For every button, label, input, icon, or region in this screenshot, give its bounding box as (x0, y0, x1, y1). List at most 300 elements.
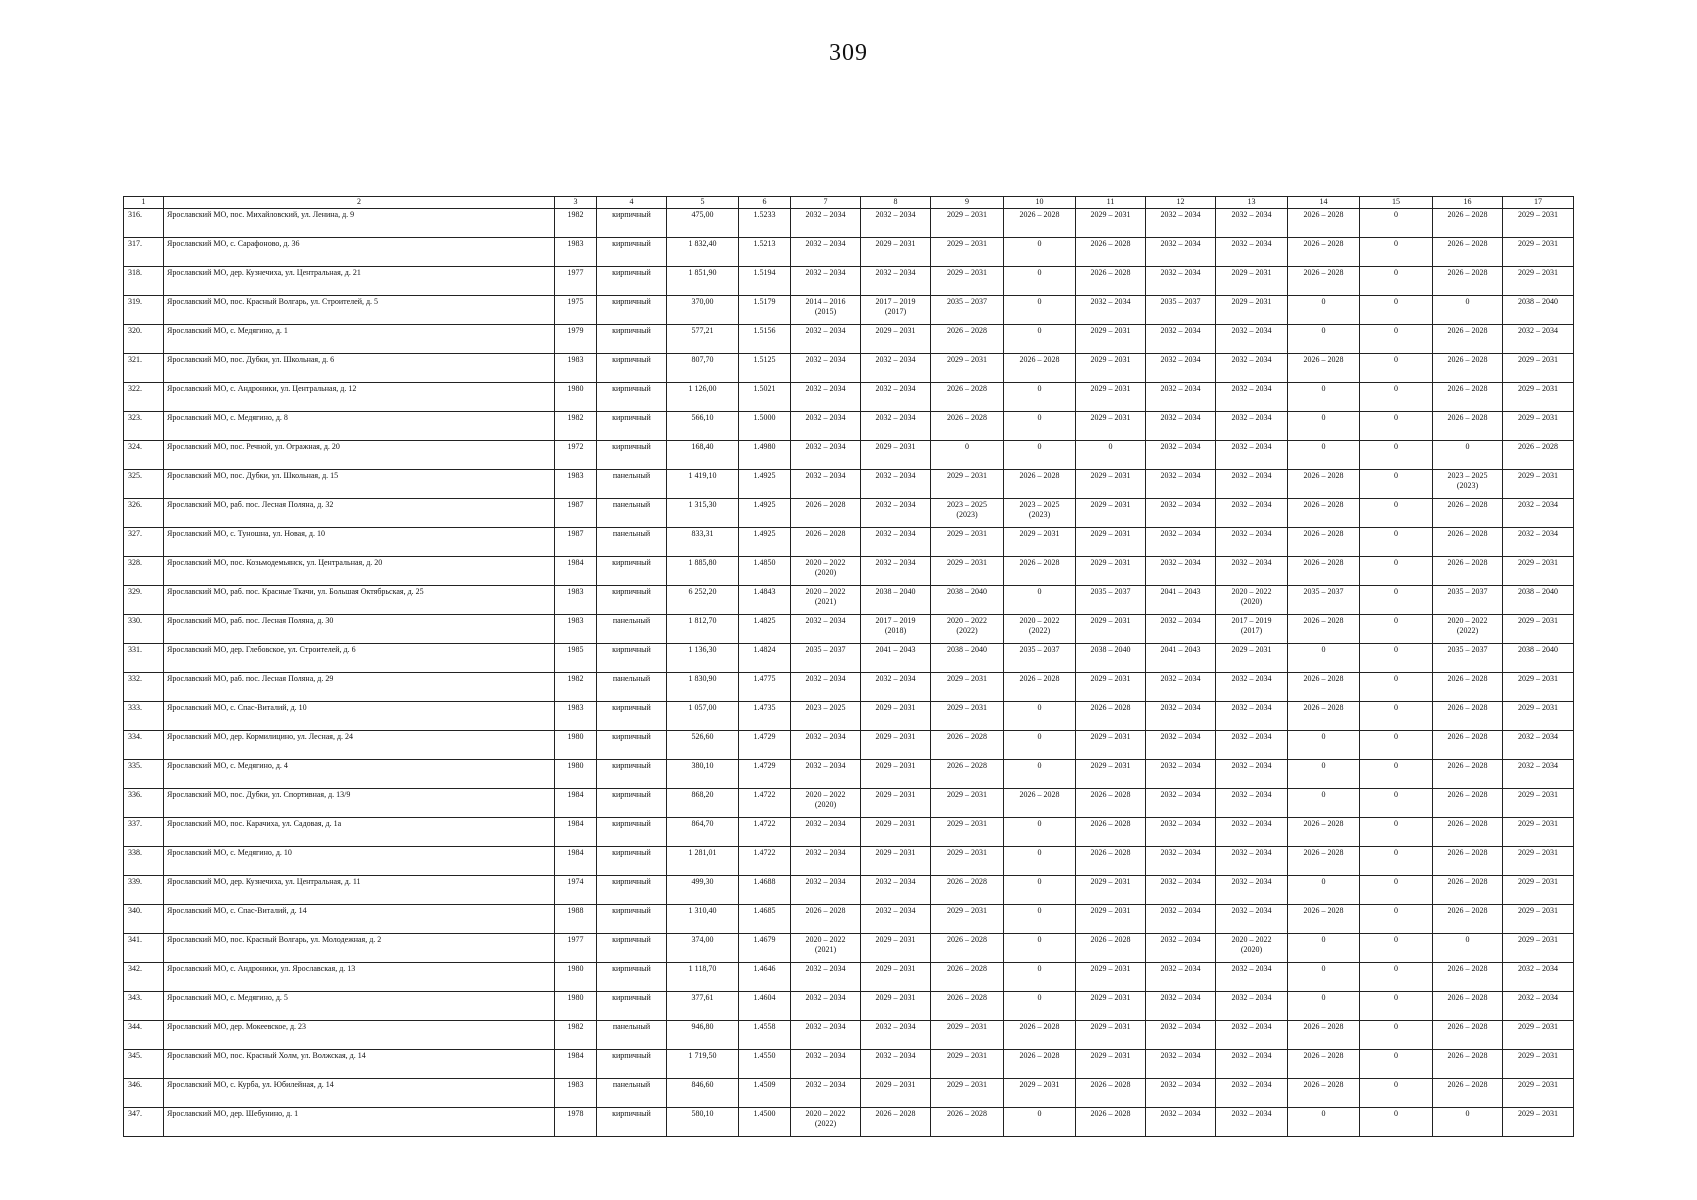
table-cell: 0 (1360, 1021, 1433, 1050)
table-cell: 2020 – 2022 (2020) (1216, 586, 1288, 615)
table-cell: Ярославский МО, с. Спас-Виталий, д. 10 (164, 702, 555, 731)
table-cell: 2032 – 2034 (791, 354, 861, 383)
table-cell: 337. (124, 818, 164, 847)
table-cell: 2035 – 2037 (1433, 586, 1503, 615)
table-cell: 1983 (555, 1079, 597, 1108)
table-cell: 2029 – 2031 (1216, 296, 1288, 325)
table-cell: кирпичный (597, 731, 667, 760)
table-cell: 0 (1360, 528, 1433, 557)
table-cell: 1 851,90 (667, 267, 739, 296)
table-cell: 2032 – 2034 (861, 876, 931, 905)
table-cell: 2032 – 2034 (861, 383, 931, 412)
table-cell: 2029 – 2031 (931, 847, 1004, 876)
table-cell: 2032 – 2034 (861, 267, 931, 296)
column-number: 2 (164, 197, 555, 209)
table-cell: 1982 (555, 673, 597, 702)
table-cell: 2026 – 2028 (1288, 615, 1360, 644)
table-cell: 2029 – 2031 (1503, 1079, 1574, 1108)
column-number: 7 (791, 197, 861, 209)
table-cell: 1977 (555, 267, 597, 296)
table-cell: 1.5156 (739, 325, 791, 354)
table-cell: 2026 – 2028 (1433, 209, 1503, 238)
table-row (124, 441, 1574, 470)
table-cell: 2032 – 2034 (791, 441, 861, 470)
table-cell: 341. (124, 934, 164, 963)
table-cell: 1977 (555, 934, 597, 963)
table-cell: 1982 (555, 209, 597, 238)
table-cell: 2029 – 2031 (1076, 760, 1146, 789)
table-cell: 1.4688 (739, 876, 791, 905)
table-cell: 2029 – 2031 (1503, 238, 1574, 267)
table-cell: 1 812,70 (667, 615, 739, 644)
table-cell: 2026 – 2028 (1288, 499, 1360, 528)
table-cell: 2032 – 2034 (1216, 1021, 1288, 1050)
table-cell: 2032 – 2034 (1216, 673, 1288, 702)
table-cell: 2029 – 2031 (1076, 963, 1146, 992)
table-cell: 2032 – 2034 (791, 1079, 861, 1108)
table-row (124, 876, 1574, 905)
table-cell: 2026 – 2028 (1433, 528, 1503, 557)
table-cell: 0 (1360, 673, 1433, 702)
table-cell: 2026 – 2028 (1288, 702, 1360, 731)
table-cell: 2026 – 2028 (1288, 1050, 1360, 1079)
table-cell: 2026 – 2028 (1433, 963, 1503, 992)
table-cell: 1.4980 (739, 441, 791, 470)
table-row (124, 963, 1574, 992)
table-cell: 1.4722 (739, 818, 791, 847)
table-cell: 566,10 (667, 412, 739, 441)
table-cell: 2032 – 2034 (1216, 876, 1288, 905)
table-cell: 2032 – 2034 (1146, 760, 1216, 789)
table-cell: 2032 – 2034 (1216, 412, 1288, 441)
table-cell: 2023 – 2025 (2023) (931, 499, 1004, 528)
table-cell: 1.4500 (739, 1108, 791, 1137)
table-cell: кирпичный (597, 209, 667, 238)
table-cell: 1 419,10 (667, 470, 739, 499)
table-row (124, 789, 1574, 818)
table-cell: 2026 – 2028 (1433, 760, 1503, 789)
table-cell: 1984 (555, 847, 597, 876)
table-cell: 0 (1288, 441, 1360, 470)
table-cell: 2029 – 2031 (931, 267, 1004, 296)
table-cell: 2035 – 2037 (1004, 644, 1076, 673)
table-cell: 2026 – 2028 (1433, 847, 1503, 876)
table-cell: 2032 – 2034 (1216, 470, 1288, 499)
table-cell: 2029 – 2031 (1076, 876, 1146, 905)
table-cell: кирпичный (597, 702, 667, 731)
table-cell: 2038 – 2040 (1503, 644, 1574, 673)
table-cell: кирпичный (597, 934, 667, 963)
table-cell: 2041 – 2043 (1146, 644, 1216, 673)
table-cell: 2032 – 2034 (1146, 992, 1216, 1021)
table-cell: 0 (1360, 238, 1433, 267)
table-cell: панельный (597, 1079, 667, 1108)
table-cell: кирпичный (597, 441, 667, 470)
column-number: 10 (1004, 197, 1076, 209)
table-row (124, 992, 1574, 1021)
table-cell: 2032 – 2034 (1216, 1079, 1288, 1108)
table-cell: 0 (1360, 441, 1433, 470)
table-cell: 0 (1004, 905, 1076, 934)
table-cell: 2032 – 2034 (1146, 905, 1216, 934)
table-cell: 2029 – 2031 (931, 528, 1004, 557)
table-cell: 2029 – 2031 (1076, 470, 1146, 499)
table-cell: 318. (124, 267, 164, 296)
table-cell: 2032 – 2034 (861, 412, 931, 441)
table-cell: 2020 – 2022 (2020) (791, 789, 861, 818)
table-row (124, 1108, 1574, 1137)
table-cell: 2038 – 2040 (931, 644, 1004, 673)
table-cell: 2032 – 2034 (1216, 847, 1288, 876)
table-cell: 0 (1288, 296, 1360, 325)
table-cell: 0 (1288, 383, 1360, 412)
table-cell: 2035 – 2037 (931, 296, 1004, 325)
table-cell: 2029 – 2031 (1004, 528, 1076, 557)
table-cell: кирпичный (597, 354, 667, 383)
table-cell: 0 (1360, 789, 1433, 818)
table-cell: 2035 – 2037 (1288, 586, 1360, 615)
table-cell: 2029 – 2031 (931, 1021, 1004, 1050)
table-cell: 2029 – 2031 (1503, 615, 1574, 644)
table-row (124, 383, 1574, 412)
column-number: 6 (739, 197, 791, 209)
table-cell: кирпичный (597, 586, 667, 615)
table-cell: 2026 – 2028 (1503, 441, 1574, 470)
table-cell: 1980 (555, 963, 597, 992)
table-cell: 2032 – 2034 (861, 354, 931, 383)
table-cell: панельный (597, 499, 667, 528)
table-cell: 2020 – 2022 (2022) (1004, 615, 1076, 644)
table-cell: 2032 – 2034 (1146, 673, 1216, 702)
table-cell: 2026 – 2028 (1433, 731, 1503, 760)
table-cell: 2026 – 2028 (1288, 847, 1360, 876)
table-cell: 2026 – 2028 (1433, 412, 1503, 441)
table-row (124, 1050, 1574, 1079)
table-cell: 2032 – 2034 (1146, 1050, 1216, 1079)
table-cell: 1984 (555, 789, 597, 818)
table-cell: 338. (124, 847, 164, 876)
table-cell: 2026 – 2028 (1433, 818, 1503, 847)
table-cell: 2029 – 2031 (931, 209, 1004, 238)
column-number: 11 (1076, 197, 1146, 209)
table-cell: 2026 – 2028 (1076, 789, 1146, 818)
table-cell: 2014 – 2016 (2015) (791, 296, 861, 325)
table-cell: кирпичный (597, 876, 667, 905)
table-cell: 2026 – 2028 (1288, 209, 1360, 238)
table-cell: Ярославский МО, пос. Карачиха, ул. Садовая, д. 1а (164, 818, 555, 847)
table-cell: 331. (124, 644, 164, 673)
table-cell: 2029 – 2031 (1503, 673, 1574, 702)
housing-schedule-table (123, 196, 1574, 1137)
table-cell: 1 315,30 (667, 499, 739, 528)
table-cell: 0 (1288, 934, 1360, 963)
table-cell: 2032 – 2034 (1216, 354, 1288, 383)
table-cell: 2026 – 2028 (791, 905, 861, 934)
table-cell: 2032 – 2034 (1503, 992, 1574, 1021)
table-cell: 2035 – 2037 (1433, 644, 1503, 673)
table-cell: Ярославский МО, раб. пос. Красные Ткачи, ул. Большая Октябрьская, д. 25 (164, 586, 555, 615)
table-cell: 2029 – 2031 (1076, 992, 1146, 1021)
table-cell: 846,60 (667, 1079, 739, 1108)
table-cell: 2026 – 2028 (1288, 354, 1360, 383)
table-cell: 2029 – 2031 (1076, 731, 1146, 760)
table-cell: 321. (124, 354, 164, 383)
column-number: 15 (1360, 197, 1433, 209)
table-row (124, 325, 1574, 354)
table-cell: кирпичный (597, 267, 667, 296)
table-cell: 0 (1004, 818, 1076, 847)
table-cell: 1 310,40 (667, 905, 739, 934)
table-cell: Ярославский МО, дер. Кормилицино, ул. Лесная, д. 24 (164, 731, 555, 760)
table-cell: 335. (124, 760, 164, 789)
table-cell: 2032 – 2034 (1146, 470, 1216, 499)
table-cell: 1.4509 (739, 1079, 791, 1108)
table-cell: 336. (124, 789, 164, 818)
table-cell: 1987 (555, 528, 597, 557)
table-cell: 1.4679 (739, 934, 791, 963)
table-cell: 2029 – 2031 (931, 702, 1004, 731)
table-cell: Ярославский МО, раб. пос. Лесная Поляна, д. 29 (164, 673, 555, 702)
table-cell: 0 (1288, 412, 1360, 441)
table-cell: кирпичный (597, 963, 667, 992)
table-cell: 2032 – 2034 (1503, 731, 1574, 760)
table-cell: 2029 – 2031 (1503, 1050, 1574, 1079)
table-cell: 2029 – 2031 (931, 470, 1004, 499)
table-cell: 2032 – 2034 (791, 760, 861, 789)
table-cell: панельный (597, 1021, 667, 1050)
table-cell: 0 (1433, 441, 1503, 470)
table-cell: 2029 – 2031 (1503, 412, 1574, 441)
table-cell: 2026 – 2028 (1076, 267, 1146, 296)
table-cell: 1983 (555, 586, 597, 615)
table-cell: панельный (597, 528, 667, 557)
table-cell: 2026 – 2028 (1288, 1079, 1360, 1108)
table-cell: 2029 – 2031 (1503, 1108, 1574, 1137)
table-cell: 324. (124, 441, 164, 470)
table-cell: 2026 – 2028 (1288, 267, 1360, 296)
table-cell: 2032 – 2034 (791, 267, 861, 296)
table-cell: 2029 – 2031 (1503, 354, 1574, 383)
table-cell: 2032 – 2034 (791, 615, 861, 644)
table-row (124, 209, 1574, 238)
table-cell: 2029 – 2031 (861, 238, 931, 267)
column-number: 16 (1433, 197, 1503, 209)
table-cell: 2032 – 2034 (1146, 1108, 1216, 1137)
table-cell: 2026 – 2028 (1004, 1050, 1076, 1079)
table-cell: 0 (1360, 702, 1433, 731)
table-cell: кирпичный (597, 557, 667, 586)
table-cell: 0 (1360, 499, 1433, 528)
table-cell: 2026 – 2028 (1433, 905, 1503, 934)
table-cell: 2026 – 2028 (1433, 789, 1503, 818)
table-cell: 1984 (555, 557, 597, 586)
table-row (124, 267, 1574, 296)
table-cell: 2026 – 2028 (1433, 499, 1503, 528)
table-cell: 0 (1288, 963, 1360, 992)
table-cell: 2032 – 2034 (1216, 528, 1288, 557)
table-cell: 2029 – 2031 (931, 557, 1004, 586)
table-cell: 1.5179 (739, 296, 791, 325)
table-cell: 2035 – 2037 (791, 644, 861, 673)
column-number-row (124, 197, 1574, 209)
table-cell: 2029 – 2031 (931, 905, 1004, 934)
table-cell: 346. (124, 1079, 164, 1108)
table-cell: 2032 – 2034 (1146, 789, 1216, 818)
table-cell: 2029 – 2031 (1076, 905, 1146, 934)
table-cell: 0 (1360, 992, 1433, 1021)
table-cell: 2032 – 2034 (1146, 1079, 1216, 1108)
table-cell: 2032 – 2034 (1216, 1050, 1288, 1079)
table-cell: 2026 – 2028 (1433, 1050, 1503, 1079)
table-cell: 2029 – 2031 (1503, 1021, 1574, 1050)
table-cell: панельный (597, 673, 667, 702)
table-cell: 2038 – 2040 (861, 586, 931, 615)
table-cell: Ярославский МО, дер. Глебовское, ул. Строителей, д. 6 (164, 644, 555, 673)
table-cell: Ярославский МО, пос. Красный Волгарь, ул. Молодежная, д. 2 (164, 934, 555, 963)
table-cell: 0 (1004, 296, 1076, 325)
table-cell: 347. (124, 1108, 164, 1137)
table-cell: 2029 – 2031 (931, 238, 1004, 267)
table-cell: 2032 – 2034 (1503, 963, 1574, 992)
column-number: 3 (555, 197, 597, 209)
table-cell: 2032 – 2034 (1146, 325, 1216, 354)
table-cell: 2032 – 2034 (1503, 528, 1574, 557)
table-cell: 2032 – 2034 (1503, 760, 1574, 789)
table-row (124, 905, 1574, 934)
table-cell: 2026 – 2028 (1076, 934, 1146, 963)
table-row (124, 528, 1574, 557)
table-cell: 316. (124, 209, 164, 238)
table-cell: 0 (1433, 934, 1503, 963)
table-cell: кирпичный (597, 760, 667, 789)
table-cell: Ярославский МО, с. Туношна, ул. Новая, д. 10 (164, 528, 555, 557)
table-cell: 2026 – 2028 (1004, 354, 1076, 383)
table-cell: 2026 – 2028 (1076, 1108, 1146, 1137)
table-cell: 2026 – 2028 (931, 1108, 1004, 1137)
table-cell: 2026 – 2028 (1433, 992, 1503, 1021)
table-cell: 2020 – 2022 (2022) (931, 615, 1004, 644)
table-cell: 1982 (555, 412, 597, 441)
table-cell: 2029 – 2031 (931, 673, 1004, 702)
table-cell: 499,30 (667, 876, 739, 905)
table-cell: Ярославский МО, с. Спас-Виталий, д. 14 (164, 905, 555, 934)
table-cell: Ярославский МО, пос. Красный Холм, ул. Волжская, д. 14 (164, 1050, 555, 1079)
table-cell: 1983 (555, 470, 597, 499)
table-cell: 0 (1004, 412, 1076, 441)
table-cell: 2032 – 2034 (1216, 441, 1288, 470)
table-cell: 0 (1360, 296, 1433, 325)
table-cell: 1.5194 (739, 267, 791, 296)
table-cell: Ярославский МО, с. Медягино, д. 10 (164, 847, 555, 876)
table-cell: 2026 – 2028 (1004, 557, 1076, 586)
table-row (124, 1021, 1574, 1050)
table-cell: Ярославский МО, дер. Кузнечиха, ул. Центральная, д. 11 (164, 876, 555, 905)
table-row (124, 934, 1574, 963)
table-cell: Ярославский МО, с. Андроники, ул. Ярославская, д. 13 (164, 963, 555, 992)
table-cell: 864,70 (667, 818, 739, 847)
column-number: 8 (861, 197, 931, 209)
table-cell: Ярославский МО, дер. Кузнечиха, ул. Центральная, д. 21 (164, 267, 555, 296)
table-cell: 2029 – 2031 (1503, 789, 1574, 818)
table-cell: 1972 (555, 441, 597, 470)
table-cell: 1 832,40 (667, 238, 739, 267)
table-cell: 2029 – 2031 (1076, 528, 1146, 557)
table-cell: 0 (1004, 586, 1076, 615)
table-cell: 2032 – 2034 (1216, 1108, 1288, 1137)
table-cell: 0 (1004, 731, 1076, 760)
table-cell: 0 (931, 441, 1004, 470)
table-cell: 2032 – 2034 (1216, 731, 1288, 760)
table-cell: 325. (124, 470, 164, 499)
table-cell: 319. (124, 296, 164, 325)
table-cell: 334. (124, 731, 164, 760)
table-cell: 339. (124, 876, 164, 905)
table-cell: 2032 – 2034 (1216, 702, 1288, 731)
column-number: 12 (1146, 197, 1216, 209)
table-row (124, 644, 1574, 673)
table-cell: 2029 – 2031 (1216, 644, 1288, 673)
table-cell: 0 (1004, 238, 1076, 267)
table-cell: 2038 – 2040 (1503, 586, 1574, 615)
table-cell: 344. (124, 1021, 164, 1050)
page-number: 309 (829, 40, 868, 66)
table-cell: 2026 – 2028 (1288, 818, 1360, 847)
table-cell: 1.4646 (739, 963, 791, 992)
table-cell: 2032 – 2034 (791, 209, 861, 238)
table-cell: 2032 – 2034 (1076, 296, 1146, 325)
table-cell: 2026 – 2028 (1288, 238, 1360, 267)
table-cell: 2026 – 2028 (1433, 557, 1503, 586)
table-cell: 2026 – 2028 (931, 731, 1004, 760)
table-cell: Ярославский МО, пос. Красный Волгарь, ул. Строителей, д. 5 (164, 296, 555, 325)
table-cell: 1.4729 (739, 760, 791, 789)
table-row (124, 412, 1574, 441)
table-cell: 0 (1360, 847, 1433, 876)
table-cell: 0 (1433, 296, 1503, 325)
table-cell: 2032 – 2034 (1146, 876, 1216, 905)
table-cell: 2017 – 2019 (2017) (1216, 615, 1288, 644)
table-row (124, 499, 1574, 528)
table-cell: 2038 – 2040 (1076, 644, 1146, 673)
table-cell: 0 (1360, 412, 1433, 441)
table-cell: 2026 – 2028 (1433, 383, 1503, 412)
table-cell: 2026 – 2028 (931, 412, 1004, 441)
table-cell: 1.5233 (739, 209, 791, 238)
table-row (124, 847, 1574, 876)
table-cell: 1.4925 (739, 499, 791, 528)
table-cell: 2029 – 2031 (861, 847, 931, 876)
table-cell: 2026 – 2028 (1433, 1021, 1503, 1050)
table-cell: 0 (1288, 760, 1360, 789)
table-cell: 2032 – 2034 (861, 673, 931, 702)
table-cell: 2032 – 2034 (791, 238, 861, 267)
table-cell: 2032 – 2034 (1146, 267, 1216, 296)
table-cell: 2032 – 2034 (1216, 499, 1288, 528)
table-cell: 475,00 (667, 209, 739, 238)
table-cell: 327. (124, 528, 164, 557)
table-cell: 2029 – 2031 (861, 818, 931, 847)
table-cell: 1975 (555, 296, 597, 325)
table-cell: 0 (1360, 818, 1433, 847)
table-cell: 2029 – 2031 (861, 992, 931, 1021)
table-cell: 2026 – 2028 (1288, 470, 1360, 499)
table-cell: 0 (1360, 1079, 1433, 1108)
table-cell: 0 (1004, 934, 1076, 963)
table-cell: 946,80 (667, 1021, 739, 1050)
table-cell: 2032 – 2034 (791, 992, 861, 1021)
table-cell: 2029 – 2031 (1076, 557, 1146, 586)
table-cell: 377,61 (667, 992, 739, 1021)
